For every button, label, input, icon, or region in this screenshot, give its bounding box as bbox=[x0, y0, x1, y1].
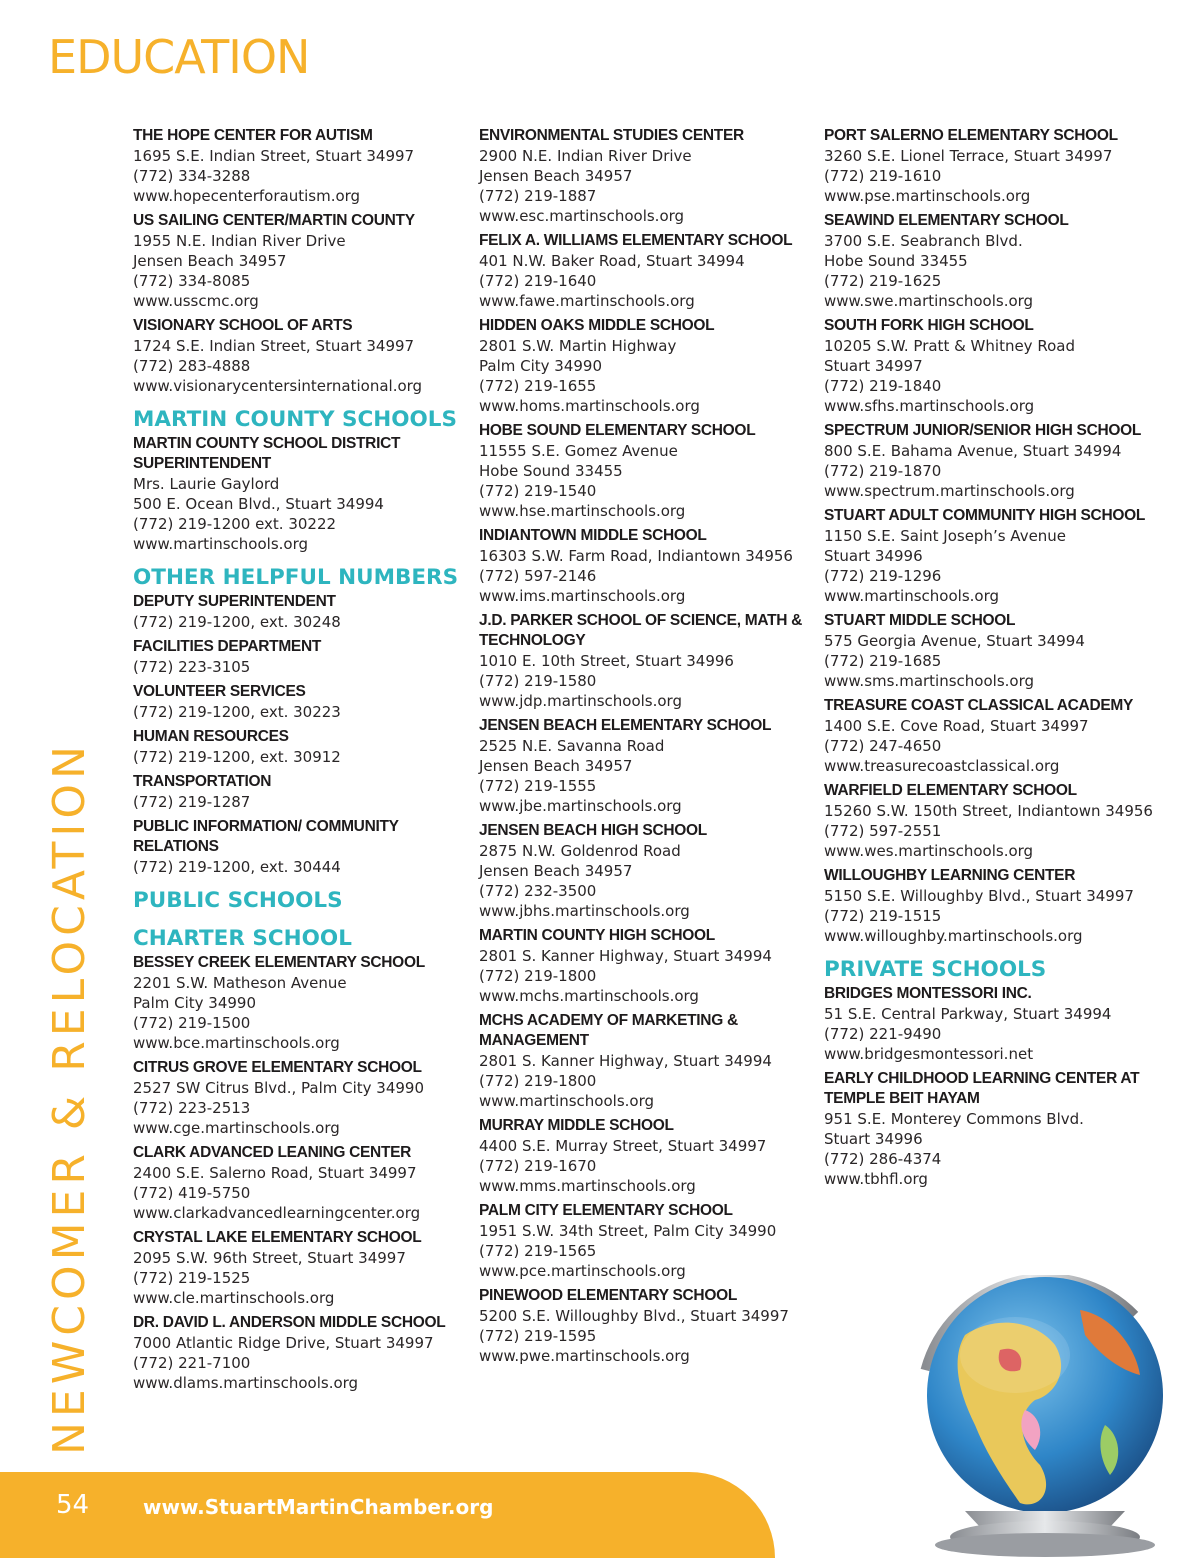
entry-name: BRIDGES MONTESSORI INC. bbox=[824, 985, 1032, 1002]
section-heading: PRIVATE SCHOOLS bbox=[824, 957, 1047, 982]
entry-phone: (772) 223-3105 bbox=[133, 658, 251, 676]
entry-website-link[interactable]: www.mchs.martinschools.org bbox=[479, 987, 699, 1005]
entry-address-line: Jensen Beach 34957 bbox=[479, 167, 633, 185]
entry-website-link[interactable]: www.treasurecoastclassical.org bbox=[824, 757, 1060, 775]
entry-address-line: 951 S.E. Monterey Commons Blvd. bbox=[824, 1110, 1084, 1128]
entry-website-link[interactable]: www.willoughby.martinschools.org bbox=[824, 927, 1083, 945]
directory-entry bbox=[133, 817, 468, 877]
entry-address-line: 2095 S.W. 96th Street, Stuart 34997 bbox=[133, 1249, 406, 1267]
entry-phone: (772) 219-1685 bbox=[824, 652, 942, 670]
entry-address-line: Jensen Beach 34957 bbox=[133, 252, 287, 270]
directory-entry bbox=[479, 231, 814, 311]
entry-website-link[interactable]: www.jbhs.martinschools.org bbox=[479, 902, 690, 920]
directory-entry bbox=[133, 772, 468, 812]
entry-phone: (772) 219-1625 bbox=[824, 272, 942, 290]
entry-website-link[interactable]: www.fawe.martinschools.org bbox=[479, 292, 695, 310]
entry-name: FACILITIES DEPARTMENT bbox=[133, 638, 322, 655]
entry-name: PUBLIC INFORMATION/ COMMUNITY RELATIONS bbox=[133, 818, 399, 855]
directory-column-3 bbox=[824, 126, 1164, 1194]
entry-phone: (772) 334-3288 bbox=[133, 167, 251, 185]
entry-name: DR. DAVID L. ANDERSON MIDDLE SCHOOL bbox=[133, 1314, 446, 1331]
entry-address-line: 3260 S.E. Lionel Terrace, Stuart 34997 bbox=[824, 147, 1113, 165]
entry-name: STUART MIDDLE SCHOOL bbox=[824, 612, 1016, 629]
directory-entry bbox=[824, 1069, 1164, 1189]
entry-address-line: 15260 S.W. 150th Street, Indiantown 34956 bbox=[824, 802, 1153, 820]
entry-phone: (772) 219-1500 bbox=[133, 1014, 251, 1032]
directory-entry bbox=[133, 211, 468, 311]
directory-entry bbox=[133, 637, 468, 677]
entry-address-line: 2527 SW Citrus Blvd., Palm City 34990 bbox=[133, 1079, 424, 1097]
entry-phone: (772) 219-1200, ext. 30223 bbox=[133, 703, 341, 721]
entry-address-line: 1150 S.E. Saint Joseph’s Avenue bbox=[824, 527, 1067, 545]
entry-phone: (772) 219-1525 bbox=[133, 1269, 251, 1287]
entry-website-link[interactable]: www.cle.martinschools.org bbox=[133, 1289, 335, 1307]
directory-entry bbox=[824, 984, 1164, 1064]
entry-name: MCHS ACADEMY OF MARKETING & MANAGEMENT bbox=[479, 1012, 738, 1049]
entry-address-line: Hobe Sound 33455 bbox=[479, 462, 623, 480]
entry-address-line: 1400 S.E. Cove Road, Stuart 34997 bbox=[824, 717, 1089, 735]
directory-entry bbox=[824, 506, 1164, 606]
entry-address-line: 5150 S.E. Willoughby Blvd., Stuart 34997 bbox=[824, 887, 1134, 905]
entry-address-line: 7000 Atlantic Ridge Drive, Stuart 34997 bbox=[133, 1334, 434, 1352]
entry-phone: (772) 221-7100 bbox=[133, 1354, 251, 1372]
directory-entry bbox=[133, 1313, 468, 1393]
directory-entry bbox=[479, 716, 814, 816]
entry-website-link[interactable]: www.martinschools.org bbox=[824, 587, 999, 605]
entry-address-line: Mrs. Laurie Gaylord bbox=[133, 475, 280, 493]
entry-address-line: 800 S.E. Bahama Avenue, Stuart 34994 bbox=[824, 442, 1122, 460]
entry-name: HOBE SOUND ELEMENTARY SCHOOL bbox=[479, 422, 756, 439]
entry-name: INDIANTOWN MIDDLE SCHOOL bbox=[479, 527, 707, 544]
entry-phone: (772) 219-1800 bbox=[479, 1072, 597, 1090]
entry-address-line: 11555 S.E. Gomez Avenue bbox=[479, 442, 678, 460]
section-heading: OTHER HELPFUL NUMBERS bbox=[133, 565, 459, 590]
entry-name: DEPUTY SUPERINTENDENT bbox=[133, 593, 336, 610]
entry-address-line: Palm City 34990 bbox=[479, 357, 602, 375]
entry-website-link[interactable]: www.martinschools.org bbox=[133, 535, 308, 553]
entry-phone: (772) 221-9490 bbox=[824, 1025, 942, 1043]
directory-entry bbox=[133, 592, 468, 632]
entry-website-link[interactable]: www.wes.martinschools.org bbox=[824, 842, 1034, 860]
directory-entry bbox=[479, 1286, 814, 1366]
entry-name: PINEWOOD ELEMENTARY SCHOOL bbox=[479, 1287, 738, 1304]
entry-name: US SAILING CENTER/MARTIN COUNTY bbox=[133, 212, 415, 229]
entry-phone: (772) 232-3500 bbox=[479, 882, 597, 900]
entry-address-line: Jensen Beach 34957 bbox=[479, 862, 633, 880]
entry-website-link[interactable]: www.sms.martinschools.org bbox=[824, 672, 1035, 690]
side-section-label: NEWCOMER & RELOCATION bbox=[44, 741, 95, 1455]
entry-name: CITRUS GROVE ELEMENTARY SCHOOL bbox=[133, 1059, 422, 1076]
entry-address-line: 1724 S.E. Indian Street, Stuart 34997 bbox=[133, 337, 415, 355]
entry-phone: (772) 219-1200 ext. 30222 bbox=[133, 515, 337, 533]
entry-phone: (772) 219-1555 bbox=[479, 777, 597, 795]
entry-website-link[interactable]: www.jdp.martinschools.org bbox=[479, 692, 682, 710]
entry-name: CLARK ADVANCED LEANING CENTER bbox=[133, 1144, 412, 1161]
entry-name: HIDDEN OAKS MIDDLE SCHOOL bbox=[479, 317, 715, 334]
entry-website-link[interactable]: www.esc.martinschools.org bbox=[479, 207, 685, 225]
entry-name: PALM CITY ELEMENTARY SCHOOL bbox=[479, 1202, 733, 1219]
entry-address-line: Stuart 34996 bbox=[824, 547, 923, 565]
entry-address-line: Hobe Sound 33455 bbox=[824, 252, 968, 270]
entry-address-line: 2801 S. Kanner Highway, Stuart 34994 bbox=[479, 947, 772, 965]
entry-name: SOUTH FORK HIGH SCHOOL bbox=[824, 317, 1034, 334]
entry-website-link[interactable]: www.tbhfl.org bbox=[824, 1170, 928, 1188]
directory-entry bbox=[479, 421, 814, 521]
entry-website-link[interactable]: www.pce.martinschools.org bbox=[479, 1262, 686, 1280]
section-heading: PUBLIC SCHOOLS bbox=[133, 888, 343, 913]
entry-phone: (772) 597-2146 bbox=[479, 567, 597, 585]
directory-entry bbox=[479, 611, 814, 711]
entry-website-link[interactable]: www.ims.martinschools.org bbox=[479, 587, 686, 605]
directory-entry bbox=[479, 316, 814, 416]
entry-phone: (772) 219-1540 bbox=[479, 482, 597, 500]
entry-address-line: Jensen Beach 34957 bbox=[479, 757, 633, 775]
entry-phone: (772) 247-4650 bbox=[824, 737, 942, 755]
entry-address-line: Palm City 34990 bbox=[133, 994, 256, 1012]
entry-address-line: 2875 N.W. Goldenrod Road bbox=[479, 842, 681, 860]
entry-address-line: 10205 S.W. Pratt & Whitney Road bbox=[824, 337, 1075, 355]
entry-name: THE HOPE CENTER FOR AUTISM bbox=[133, 127, 373, 144]
entry-phone: (772) 219-1296 bbox=[824, 567, 942, 585]
directory-entry bbox=[133, 1228, 468, 1308]
entry-name: ENVIRONMENTAL STUDIES CENTER bbox=[479, 127, 744, 144]
entry-address-line: Stuart 34997 bbox=[824, 357, 923, 375]
entry-website-link[interactable]: www.clarkadvancedlearningcenter.org bbox=[133, 1204, 421, 1222]
entry-name: VISIONARY SCHOOL OF ARTS bbox=[133, 317, 353, 334]
entry-address-line: 1955 N.E. Indian River Drive bbox=[133, 232, 346, 250]
entry-website-link[interactable]: www.swe.martinschools.org bbox=[824, 292, 1034, 310]
directory-entry bbox=[479, 1201, 814, 1281]
entry-address-line: 3700 S.E. Seabranch Blvd. bbox=[824, 232, 1023, 250]
directory-entry bbox=[133, 1143, 468, 1223]
entry-name: PORT SALERNO ELEMENTARY SCHOOL bbox=[824, 127, 1118, 144]
entry-phone: (772) 219-1515 bbox=[824, 907, 942, 925]
entry-name: MARTIN COUNTY HIGH SCHOOL bbox=[479, 927, 715, 944]
entry-address-line: 5200 S.E. Willoughby Blvd., Stuart 34997 bbox=[479, 1307, 789, 1325]
entry-phone: (772) 223-2513 bbox=[133, 1099, 251, 1117]
directory-column-2 bbox=[479, 126, 814, 1371]
entry-address-line: 1951 S.W. 34th Street, Palm City 34990 bbox=[479, 1222, 777, 1240]
entry-phone: (772) 283-4888 bbox=[133, 357, 251, 375]
entry-address-line: 4400 S.E. Murray Street, Stuart 34997 bbox=[479, 1137, 767, 1155]
entry-phone: (772) 286-4374 bbox=[824, 1150, 942, 1168]
entry-name: TRANSPORTATION bbox=[133, 773, 272, 790]
entry-name: JENSEN BEACH HIGH SCHOOL bbox=[479, 822, 707, 839]
entry-website-link[interactable]: www.sfhs.martinschools.org bbox=[824, 397, 1035, 415]
entry-website-link[interactable]: www.hopecenterforautism.org bbox=[133, 187, 361, 205]
directory-entry bbox=[133, 1058, 468, 1138]
entry-name: MURRAY MIDDLE SCHOOL bbox=[479, 1117, 674, 1134]
entry-address-line: 2400 S.E. Salerno Road, Stuart 34997 bbox=[133, 1164, 417, 1182]
entry-phone: (772) 219-1610 bbox=[824, 167, 942, 185]
entry-name: BESSEY CREEK ELEMENTARY SCHOOL bbox=[133, 954, 425, 971]
directory-entry bbox=[133, 682, 468, 722]
entry-name: STUART ADULT COMMUNITY HIGH SCHOOL bbox=[824, 507, 1146, 524]
entry-address-line: 500 E. Ocean Blvd., Stuart 34994 bbox=[133, 495, 384, 513]
entry-address-line: 2801 S.W. Martin Highway bbox=[479, 337, 677, 355]
directory-entry bbox=[133, 434, 468, 554]
directory-entry bbox=[479, 926, 814, 1006]
directory-entry bbox=[479, 126, 814, 226]
directory-entry bbox=[824, 866, 1164, 946]
entry-name: EARLY CHILDHOOD LEARNING CENTER AT TEMPLE BEIT HAYAM bbox=[824, 1070, 1140, 1107]
entry-address-line: 1695 S.E. Indian Street, Stuart 34997 bbox=[133, 147, 415, 165]
entry-name: CRYSTAL LAKE ELEMENTARY SCHOOL bbox=[133, 1229, 422, 1246]
directory-entry bbox=[824, 611, 1164, 691]
directory-entry bbox=[824, 421, 1164, 501]
entry-phone: (772) 219-1887 bbox=[479, 187, 597, 205]
entry-phone: (772) 219-1595 bbox=[479, 1327, 597, 1345]
entry-address-line: 401 N.W. Baker Road, Stuart 34994 bbox=[479, 252, 745, 270]
entry-phone: (772) 219-1800 bbox=[479, 967, 597, 985]
page-number: 54 bbox=[56, 1490, 90, 1520]
entry-phone: (772) 597-2551 bbox=[824, 822, 942, 840]
entry-phone: (772) 219-1840 bbox=[824, 377, 942, 395]
directory-column-1 bbox=[133, 126, 468, 1398]
entry-website-link[interactable]: www.hse.martinschools.org bbox=[479, 502, 686, 520]
directory-entry bbox=[824, 211, 1164, 311]
entry-name: MARTIN COUNTY SCHOOL DISTRICT SUPERINTENDENT bbox=[133, 435, 401, 472]
entry-phone: (772) 419-5750 bbox=[133, 1184, 251, 1202]
entry-website-link[interactable]: www.mms.martinschools.org bbox=[479, 1177, 696, 1195]
directory-entry bbox=[133, 953, 468, 1053]
entry-address-line: 575 Georgia Avenue, Stuart 34994 bbox=[824, 632, 1085, 650]
entry-address-line: 2900 N.E. Indian River Drive bbox=[479, 147, 692, 165]
entry-name: WILLOUGHBY LEARNING CENTER bbox=[824, 867, 1076, 884]
entry-phone: (772) 219-1287 bbox=[133, 793, 251, 811]
entry-website-link[interactable]: www.visionarycentersinternational.org bbox=[133, 377, 423, 395]
entry-phone: (772) 334-8085 bbox=[133, 272, 251, 290]
entry-name: SEAWIND ELEMENTARY SCHOOL bbox=[824, 212, 1069, 229]
entry-website-link[interactable]: www.pse.martinschools.org bbox=[824, 187, 1031, 205]
entry-website-link[interactable]: www.homs.martinschools.org bbox=[479, 397, 700, 415]
directory-entry bbox=[479, 821, 814, 921]
entry-name: TREASURE COAST CLASSICAL ACADEMY bbox=[824, 697, 1134, 714]
entry-name: JENSEN BEACH ELEMENTARY SCHOOL bbox=[479, 717, 772, 734]
section-heading: CHARTER SCHOOL bbox=[133, 926, 352, 951]
entry-website-link[interactable]: www.bce.martinschools.org bbox=[133, 1034, 340, 1052]
entry-name: WARFIELD ELEMENTARY SCHOOL bbox=[824, 782, 1077, 799]
globe-icon bbox=[905, 1275, 1180, 1558]
entry-phone: (772) 219-1670 bbox=[479, 1157, 597, 1175]
section-heading: MARTIN COUNTY SCHOOLS bbox=[133, 407, 457, 432]
directory-entry bbox=[824, 316, 1164, 416]
entry-website-link[interactable]: www.pwe.martinschools.org bbox=[479, 1347, 690, 1365]
directory-entry bbox=[133, 727, 468, 767]
footer-website-link[interactable]: www.StuartMartinChamber.org bbox=[143, 1495, 494, 1519]
entry-phone: (772) 219-1580 bbox=[479, 672, 597, 690]
entry-phone: (772) 219-1200, ext. 30912 bbox=[133, 748, 341, 766]
entry-website-link[interactable]: www.jbe.martinschools.org bbox=[479, 797, 682, 815]
entry-name: J.D. PARKER SCHOOL OF SCIENCE, MATH & TECHNOLOGY bbox=[479, 612, 803, 649]
entry-name: HUMAN RESOURCES bbox=[133, 728, 289, 745]
entry-address-line: 2525 N.E. Savanna Road bbox=[479, 737, 665, 755]
entry-website-link[interactable]: www.bridgesmontessori.net bbox=[824, 1045, 1034, 1063]
entry-name: VOLUNTEER SERVICES bbox=[133, 683, 306, 700]
entry-name: SPECTRUM JUNIOR/SENIOR HIGH SCHOOL bbox=[824, 422, 1142, 439]
entry-phone: (772) 219-1870 bbox=[824, 462, 942, 480]
directory-entry bbox=[824, 696, 1164, 776]
entry-address-line: 1010 E. 10th Street, Stuart 34996 bbox=[479, 652, 734, 670]
entry-phone: (772) 219-1200, ext. 30248 bbox=[133, 613, 341, 631]
entry-website-link[interactable]: www.spectrum.martinschools.org bbox=[824, 482, 1075, 500]
directory-entry bbox=[479, 1011, 814, 1111]
directory-entry bbox=[133, 316, 468, 396]
directory-entry bbox=[824, 781, 1164, 861]
entry-phone: (772) 219-1200, ext. 30444 bbox=[133, 858, 341, 876]
entry-phone: (772) 219-1655 bbox=[479, 377, 597, 395]
entry-phone: (772) 219-1640 bbox=[479, 272, 597, 290]
directory-entry bbox=[479, 1116, 814, 1196]
entry-website-link[interactable]: www.usscmc.org bbox=[133, 292, 259, 310]
entry-name: FELIX A. WILLIAMS ELEMENTARY SCHOOL bbox=[479, 232, 793, 249]
entry-website-link[interactable]: www.dlams.martinschools.org bbox=[133, 1374, 359, 1392]
entry-phone: (772) 219-1565 bbox=[479, 1242, 597, 1260]
page-title: EDUCATION bbox=[48, 30, 310, 84]
entry-website-link[interactable]: www.martinschools.org bbox=[479, 1092, 654, 1110]
directory-entry bbox=[824, 126, 1164, 206]
entry-address-line: Stuart 34996 bbox=[824, 1130, 923, 1148]
entry-website-link[interactable]: www.cge.martinschools.org bbox=[133, 1119, 340, 1137]
entry-address-line: 16303 S.W. Farm Road, Indiantown 34956 bbox=[479, 547, 793, 565]
entry-address-line: 2201 S.W. Matheson Avenue bbox=[133, 974, 347, 992]
directory-entry bbox=[133, 126, 468, 206]
entry-address-line: 51 S.E. Central Parkway, Stuart 34994 bbox=[824, 1005, 1112, 1023]
entry-address-line: 2801 S. Kanner Highway, Stuart 34994 bbox=[479, 1052, 772, 1070]
globe-image bbox=[905, 1275, 1180, 1558]
directory-entry bbox=[479, 526, 814, 606]
